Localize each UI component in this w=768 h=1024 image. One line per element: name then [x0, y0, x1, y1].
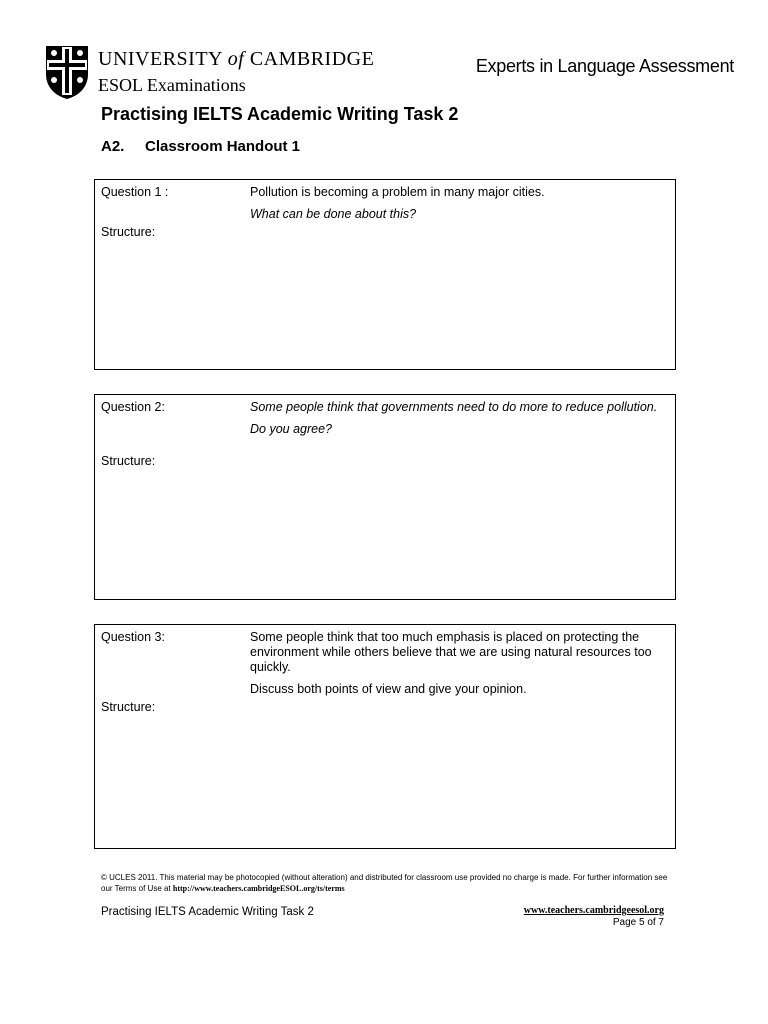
- question-text: [250, 630, 660, 704]
- terms-link[interactable]: http://www.teachers.cambridgeESOL.org/ts/terms: [172, 884, 345, 893]
- section-number: A2.: [101, 138, 125, 155]
- footer-right: [524, 905, 664, 930]
- question-box-2: [94, 394, 676, 600]
- question-text: [250, 185, 660, 229]
- question-text: [250, 400, 660, 444]
- structure-label: Structure:: [101, 225, 156, 239]
- page-number: Page 5 of 7: [612, 917, 664, 928]
- question-statement: Some people think that governments need to do more to reduce pollution.: [250, 400, 658, 414]
- question-statement: Pollution is becoming a problem in many major cities.: [250, 185, 545, 199]
- structure-label: Structure:: [101, 700, 156, 714]
- question-label: Question 1 :: [101, 185, 169, 199]
- copyright-text: © UCLES 2011. This material may be photocopied (without alteration) and distributed for classroom use provided no charge is made. For further information see our Terms of Use at: [101, 873, 668, 893]
- section-heading: [101, 138, 300, 155]
- cambridge-crest-icon: [44, 44, 90, 100]
- section-title: Classroom Handout 1: [145, 138, 301, 155]
- tagline: Experts in Language Assessment: [475, 56, 734, 76]
- document-title: Practising IELTS Academic Writing Task 2: [101, 104, 459, 124]
- question-prompt: Discuss both points of view and give your opinion.: [250, 682, 527, 696]
- esol-examinations: ESOL Examinations: [98, 75, 246, 95]
- question-statement: Some people think that too much emphasis is placed on protecting the environment while others believe that we are using natural resources too quickly.: [250, 630, 652, 674]
- question-box-1: [94, 179, 676, 370]
- question-prompt: Do you agree?: [250, 422, 333, 436]
- question-box-3: [94, 624, 676, 849]
- question-label: Question 2:: [101, 400, 165, 414]
- university-name: UNIVERSITY of CAMBRIDGE: [98, 48, 375, 70]
- question-label: Question 3:: [101, 630, 165, 644]
- structure-label: Structure:: [101, 454, 156, 468]
- copyright-notice: [101, 872, 676, 894]
- footer-title: Practising IELTS Academic Writing Task 2: [101, 906, 314, 918]
- website-link[interactable]: www.teachers.cambridgeesol.org: [523, 905, 664, 916]
- page-header: [44, 44, 734, 100]
- question-prompt: What can be done about this?: [250, 207, 417, 221]
